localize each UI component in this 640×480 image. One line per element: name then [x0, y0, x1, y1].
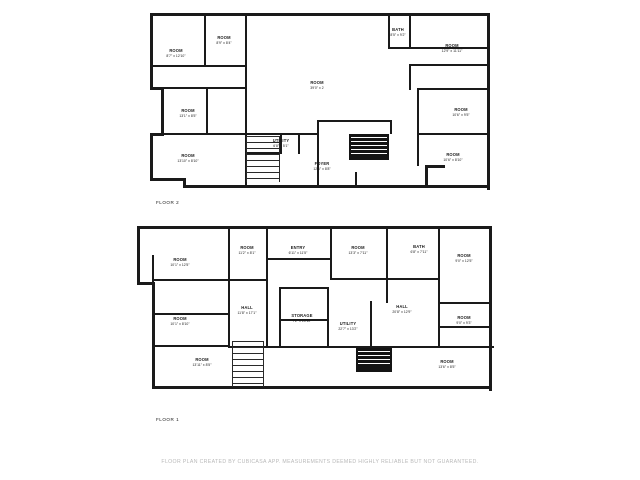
- wall: [228, 226, 230, 347]
- wall: [206, 87, 208, 135]
- wall: [266, 279, 268, 347]
- room-label: ROOM 13'11" x 8'5": [192, 357, 212, 367]
- wall: [298, 133, 300, 154]
- wall: [137, 226, 140, 284]
- wall: [228, 279, 268, 281]
- room-label: ROOM 9'0" x 12'5": [455, 253, 473, 263]
- wall-fill: [356, 368, 392, 372]
- wall: [425, 165, 428, 188]
- wall: [279, 287, 281, 346]
- wall-fill: [349, 156, 389, 160]
- wall: [417, 88, 419, 134]
- wall: [409, 13, 411, 49]
- wall: [409, 64, 487, 66]
- room-label: ROOM 39'0" x 2: [310, 80, 324, 90]
- wall: [489, 226, 492, 391]
- wall: [161, 133, 247, 135]
- room-label: ROOM 13'10" x 8'10": [177, 153, 199, 163]
- wall: [150, 133, 153, 181]
- room-label: ROOM 13'1" x 8'5": [179, 108, 197, 118]
- room-label: ROOM 11'2" x 8'1": [238, 245, 256, 255]
- stair-block: [349, 134, 389, 156]
- wall: [388, 278, 440, 280]
- wall: [245, 13, 247, 135]
- floor-2-plan: [0, 0, 640, 215]
- wall: [417, 133, 419, 166]
- room-label: BATH 8'5" x 9'2": [390, 27, 406, 37]
- room-label: ROOM 8'7" x 12'10": [166, 48, 186, 58]
- room-label: BATH 6'8" x 7'11": [410, 244, 428, 254]
- stair-block: [356, 348, 392, 368]
- room-label: ROOM 10'1" x 12'5": [170, 257, 190, 267]
- stairs: [246, 136, 280, 182]
- disclaimer-text: FLOOR PLAN CREATED BY CUBICASA APP. MEASUREMENTS DEEMED HIGHLY RELIABLE BUT NOT GUARANTEED.: [161, 459, 479, 465]
- wall: [152, 345, 230, 347]
- wall: [150, 13, 153, 90]
- room-label: ROOM 8'9" x 8'4": [216, 35, 232, 45]
- wall: [438, 302, 492, 304]
- room-label: STORAGE 7'2" x 10'10": [291, 313, 313, 323]
- room-label: UTILITY 22'7" x 13'2": [338, 321, 358, 331]
- room-label: ROOM 13'3" x 7'11": [348, 245, 368, 255]
- wall: [152, 279, 230, 281]
- floor-2-caption: FLOOR 2: [156, 200, 180, 205]
- wall: [266, 226, 268, 279]
- wall: [390, 120, 392, 134]
- wall: [438, 278, 440, 347]
- room-label: UTILITY 6'8" x 5'1": [272, 138, 290, 148]
- wall: [417, 133, 487, 135]
- room-label: FOYER 12'6" x 8'8": [313, 161, 331, 171]
- wall: [279, 319, 329, 321]
- wall: [370, 301, 372, 347]
- wall: [152, 313, 230, 315]
- room-label: ROOM 12'9" x 11'11": [441, 43, 463, 53]
- wall: [317, 120, 319, 186]
- wall: [386, 226, 388, 279]
- room-label: HALL 11'8" x 17'1": [237, 305, 257, 315]
- room-label: ROOM 9'0" x 9'3": [456, 315, 472, 325]
- wall: [417, 88, 487, 90]
- wall: [438, 326, 492, 328]
- room-label: ROOM 10'1" x 8'10": [170, 316, 190, 326]
- wall: [409, 47, 487, 49]
- wall: [386, 278, 388, 303]
- wall: [183, 185, 487, 188]
- wall: [152, 255, 154, 346]
- wall: [317, 120, 392, 122]
- floor-1-plan: [0, 215, 640, 430]
- wall: [425, 165, 445, 168]
- wall: [161, 87, 247, 89]
- wall: [150, 65, 246, 67]
- wall: [409, 64, 411, 90]
- wall: [161, 87, 164, 135]
- wall: [487, 13, 490, 190]
- wall: [355, 172, 357, 186]
- wall: [280, 133, 282, 154]
- wall: [330, 226, 332, 279]
- wall: [266, 258, 330, 260]
- wall: [152, 386, 489, 389]
- wall: [150, 178, 186, 181]
- wall: [150, 13, 490, 16]
- room-label: ROOM 10'6" x 9'5": [452, 107, 470, 117]
- wall: [204, 13, 206, 67]
- room-label: ENTRY 6'11" x 11'5": [288, 245, 308, 255]
- room-label: ROOM 13'6" x 8'5": [438, 359, 456, 369]
- wall: [438, 226, 440, 279]
- room-label: ROOM 10'6" x 8'10": [443, 152, 463, 162]
- wall: [388, 13, 390, 49]
- wall: [279, 287, 329, 289]
- room-label: HALL 20'8" x 12'9": [392, 304, 412, 314]
- wall: [327, 287, 329, 346]
- wall: [330, 278, 388, 280]
- stairs: [232, 341, 264, 387]
- floor-1-caption: FLOOR 1: [156, 417, 180, 422]
